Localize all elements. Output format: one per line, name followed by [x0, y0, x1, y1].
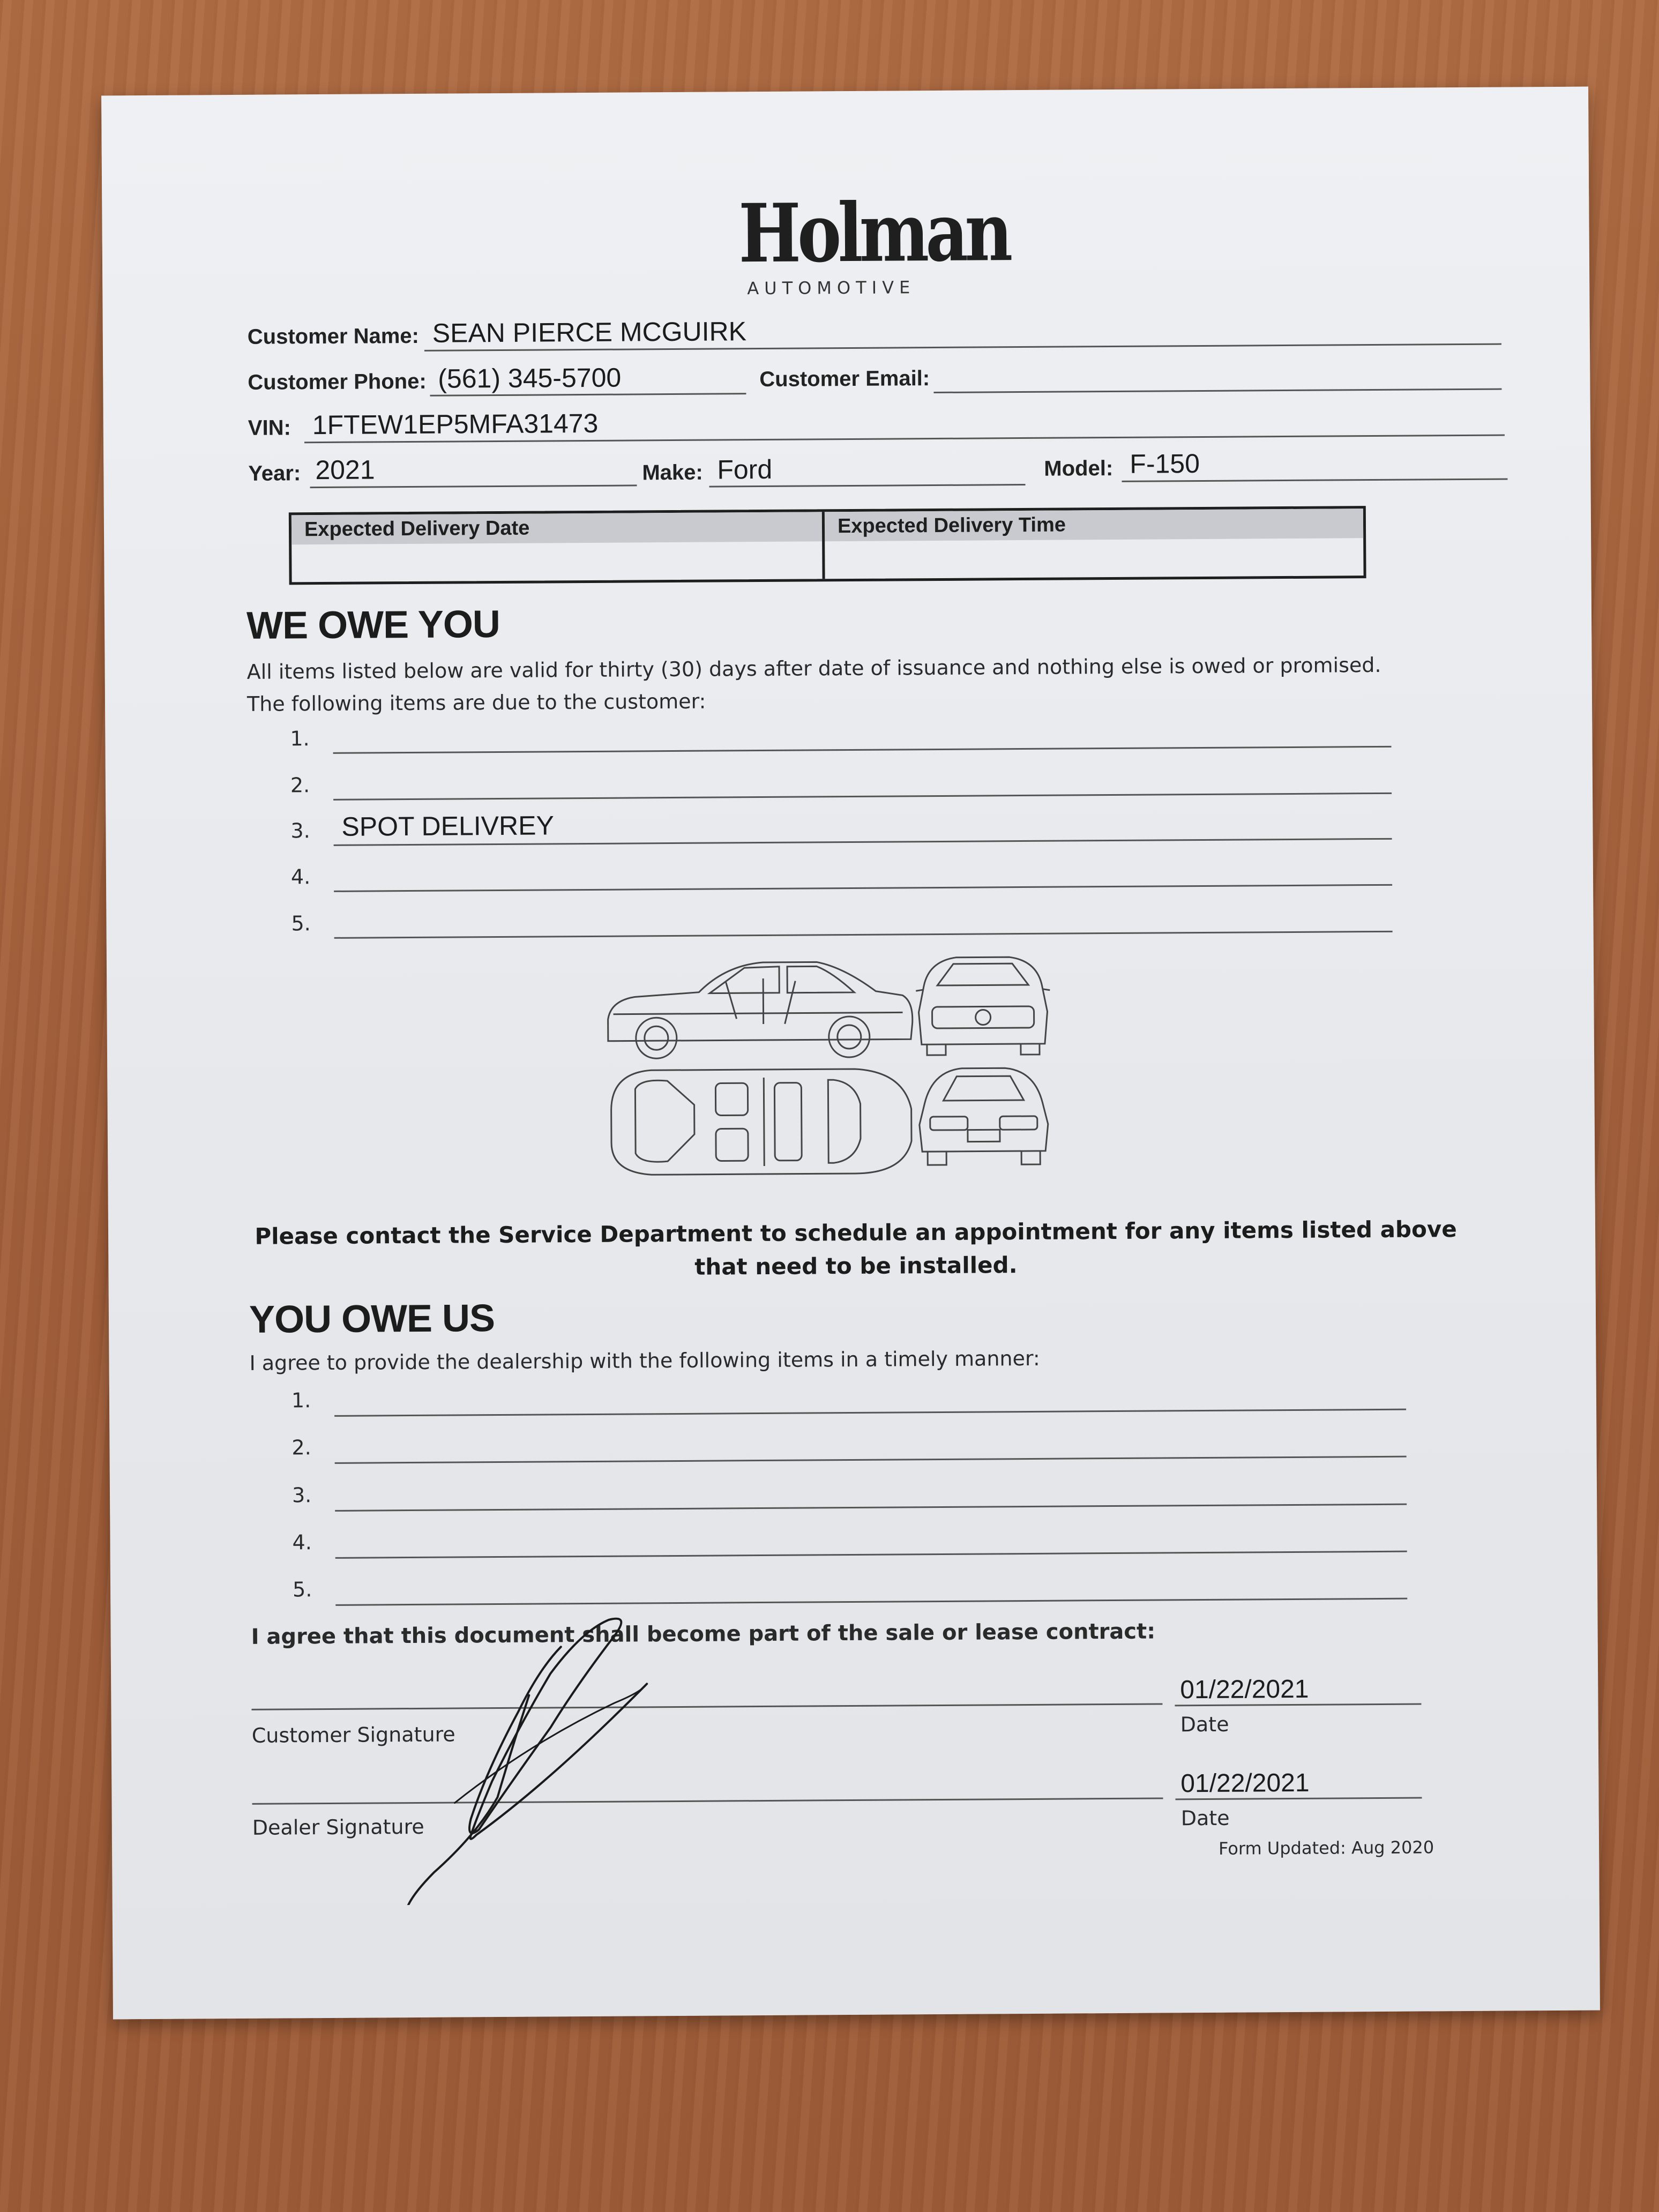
delivery-table [289, 506, 1366, 585]
car-front-view-drawing [916, 957, 1050, 1056]
we-owe-item-3-value[interactable]: SPOT DELIVREY [341, 810, 555, 842]
customer-signature-date[interactable]: 01/22/2021 [1180, 1675, 1309, 1705]
holman-logo [718, 185, 1010, 299]
we-owe-item-4-number: 4. [290, 865, 311, 889]
we-owe-you-title: WE OWE YOU [246, 602, 500, 647]
we-owe-item-1-number: 1. [290, 727, 310, 751]
delivery-date-header: Expected Delivery Date [292, 512, 822, 544]
customer-phone-value[interactable]: (561) 345-5700 [438, 362, 622, 394]
customer-phone-label: Customer Phone: [248, 369, 427, 394]
year-value[interactable]: 2021 [315, 454, 375, 485]
we-owe-you-validity-text: All items listed below are valid for thirty (30) days after date of issuance and nothing else is owed or promised. [246, 653, 1381, 684]
delivery-time-header: Expected Delivery Time [825, 509, 1363, 541]
model-label: Model: [1044, 456, 1114, 481]
we-owe-item-3-number: 3. [290, 819, 310, 843]
you-owe-item-2-line [335, 1456, 1407, 1464]
handwritten-signature [389, 1603, 755, 1905]
agreement-statement: I agree that this document shall become part of the sale or lease contract: [251, 1619, 1156, 1649]
you-owe-item-1-line [334, 1409, 1406, 1417]
you-owe-item-2-number: 2. [292, 1436, 311, 1460]
customer-date-label: Date [1180, 1712, 1229, 1737]
you-owe-item-5-number: 5. [292, 1578, 312, 1602]
make-value[interactable]: Ford [717, 454, 773, 485]
we-owe-item-5-line [334, 931, 1393, 939]
you-owe-item-4-number: 4. [292, 1530, 312, 1555]
car-rear-view-drawing [919, 1068, 1048, 1165]
logo-wordmark: Holman [738, 185, 1010, 281]
customer-email-label: Customer Email: [759, 367, 930, 392]
form-sheet [101, 87, 1600, 2020]
we-owe-you-intro-text: The following items are due to the customer: [246, 689, 706, 716]
customer-name-label: Customer Name: [247, 324, 420, 349]
service-department-note: Please contact the Service Department to schedule an appointment for any items listed above that need to be installed. [255, 1216, 1457, 1280]
we-owe-item-4-line [334, 884, 1392, 892]
you-owe-item-3-line [335, 1504, 1407, 1512]
customer-name-value[interactable]: SEAN PIERCE MCGUIRK [432, 316, 747, 348]
make-label: Make: [642, 460, 703, 485]
model-value[interactable]: F-150 [1130, 449, 1200, 479]
year-label: Year: [248, 461, 301, 485]
delivery-table-divider [822, 512, 825, 579]
car-top-view-drawing [611, 1068, 911, 1175]
dealer-signature-date[interactable]: 01/22/2021 [1180, 1768, 1310, 1798]
vehicle-inspection-diagram [602, 947, 1075, 1180]
you-owe-us-title: YOU OWE US [249, 1297, 495, 1341]
we-owe-item-2-number: 2. [290, 773, 310, 797]
vin-label: VIN: [248, 416, 291, 440]
you-owe-item-3-number: 3. [292, 1483, 312, 1507]
customer-email-line [933, 388, 1501, 393]
you-owe-item-1-number: 1. [291, 1388, 311, 1413]
logo-subtitle: AUTOMOTIVE [747, 277, 916, 299]
we-owe-item-2-line [333, 793, 1392, 801]
dealer-date-label: Date [1180, 1806, 1230, 1830]
form-updated-footer: Form Updated: Aug 2020 [1218, 1837, 1434, 1859]
customer-signature-label: Customer Signature [251, 1722, 455, 1747]
we-owe-item-1-line [333, 746, 1392, 754]
dealer-signature-label: Dealer Signature [252, 1814, 424, 1840]
we-owe-item-5-number: 5. [291, 911, 311, 936]
vin-value[interactable]: 1FTEW1EP5MFA31473 [312, 408, 599, 440]
you-owe-item-4-line [335, 1551, 1407, 1559]
car-side-view-drawing [608, 961, 913, 1058]
you-owe-us-intro-text: I agree to provide the dealership with the following items in a timely manner: [249, 1346, 1040, 1375]
